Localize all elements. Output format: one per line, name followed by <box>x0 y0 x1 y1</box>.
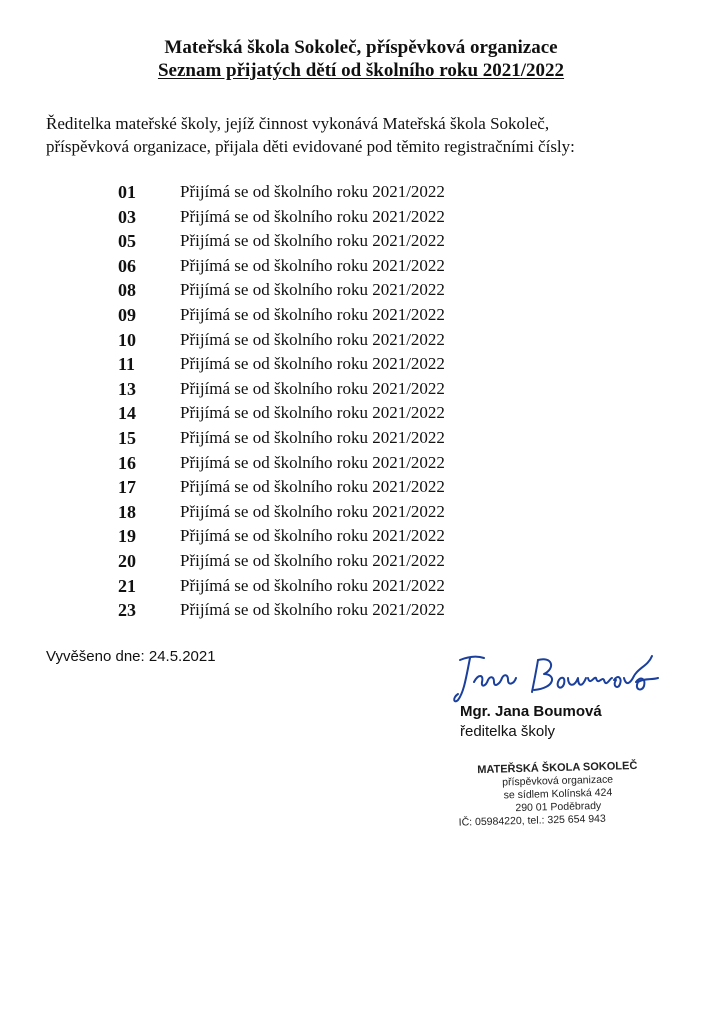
admission-status: Přijímá se od školního roku 2021/2022 <box>180 550 445 570</box>
registration-number: 03 <box>118 206 136 227</box>
stamp-line-5: IČ: 05984220, tel.: 325 654 943 <box>458 812 606 829</box>
admission-status: Přijímá se od školního roku 2021/2022 <box>180 403 445 423</box>
signer-title: ředitelka školy <box>460 723 556 740</box>
admission-status: Přijímá se od školního roku 2021/2022 <box>180 477 445 497</box>
registration-number: 11 <box>118 354 136 375</box>
registration-number: 15 <box>118 427 136 448</box>
admission-status: Přijímá se od školního roku 2021/2022 <box>180 452 445 472</box>
admission-status: Přijímá se od školního roku 2021/2022 <box>180 526 445 546</box>
admission-status: Přijímá se od školního roku 2021/2022 <box>180 304 445 324</box>
admission-status: Přijímá se od školního roku 2021/2022 <box>180 280 445 300</box>
signer-block <box>460 702 602 742</box>
intro-line-2: příspěvková organizace, přijala děti evidované pod těmito registračními čísly: <box>46 137 575 156</box>
admission-status: Přijímá se od školního roku 2021/2022 <box>180 600 445 620</box>
admission-status: Přijímá se od školního roku 2021/2022 <box>180 427 445 447</box>
admission-status: Přijímá se od školního roku 2021/2022 <box>180 206 445 226</box>
intro-line-1: Ředitelka mateřské školy, jejíž činnost vykonává Mateřská škola Sokoleč, <box>46 114 550 133</box>
school-name-heading: Mateřská škola Sokoleč, příspěvková organizace <box>164 37 558 58</box>
admission-status: Přijímá se od školního roku 2021/2022 <box>180 182 445 201</box>
registration-number: 20 <box>118 550 136 571</box>
registration-number: 21 <box>118 575 136 596</box>
registration-number: 10 <box>118 329 136 350</box>
registration-number: 08 <box>118 280 136 301</box>
registration-number: 06 <box>118 255 136 276</box>
admission-status: Přijímá se od školního roku 2021/2022 <box>180 329 445 349</box>
admission-status: Přijímá se od školního roku 2021/2022 <box>180 354 445 374</box>
signer-name: Mgr. Jana Boumová <box>460 703 602 720</box>
posted-date: Vyvěšeno dne: 24.5.2021 <box>46 648 216 665</box>
registration-number: 16 <box>118 452 136 473</box>
document-header <box>0 36 722 82</box>
admission-status: Přijímá se od školního roku 2021/2022 <box>180 575 445 595</box>
admission-status: Přijímá se od školního roku 2021/2022 <box>180 501 445 521</box>
stamp-line-2: příspěvková organizace <box>502 773 614 789</box>
registration-number: 23 <box>118 600 136 621</box>
list-title-heading: Seznam přijatých dětí od školního roku 2021/2022 <box>157 60 565 81</box>
registration-number: 18 <box>118 501 136 522</box>
admission-status: Přijímá se od školního roku 2021/2022 <box>180 378 445 398</box>
signature-image <box>452 648 662 710</box>
admission-status: Přijímá se od školního roku 2021/2022 <box>180 231 445 251</box>
registration-number: 19 <box>118 526 136 547</box>
stamp-title: MATEŘSKÁ ŠKOLA SOKOLEČ <box>477 759 638 777</box>
registration-number: 01 <box>118 182 136 202</box>
registration-number: 05 <box>118 231 136 252</box>
registration-number: 17 <box>118 477 136 498</box>
registration-number: 09 <box>118 304 136 325</box>
registration-number: 13 <box>118 378 136 399</box>
admission-status: Přijímá se od školního roku 2021/2022 <box>180 255 445 275</box>
stamp-line-4: 290 01 Poděbrady <box>515 799 602 815</box>
intro-paragraph <box>46 112 686 158</box>
school-stamp <box>457 759 659 829</box>
registration-number: 14 <box>118 403 136 424</box>
stamp-line-3: se sídlem Kolínská 424 <box>503 786 613 802</box>
